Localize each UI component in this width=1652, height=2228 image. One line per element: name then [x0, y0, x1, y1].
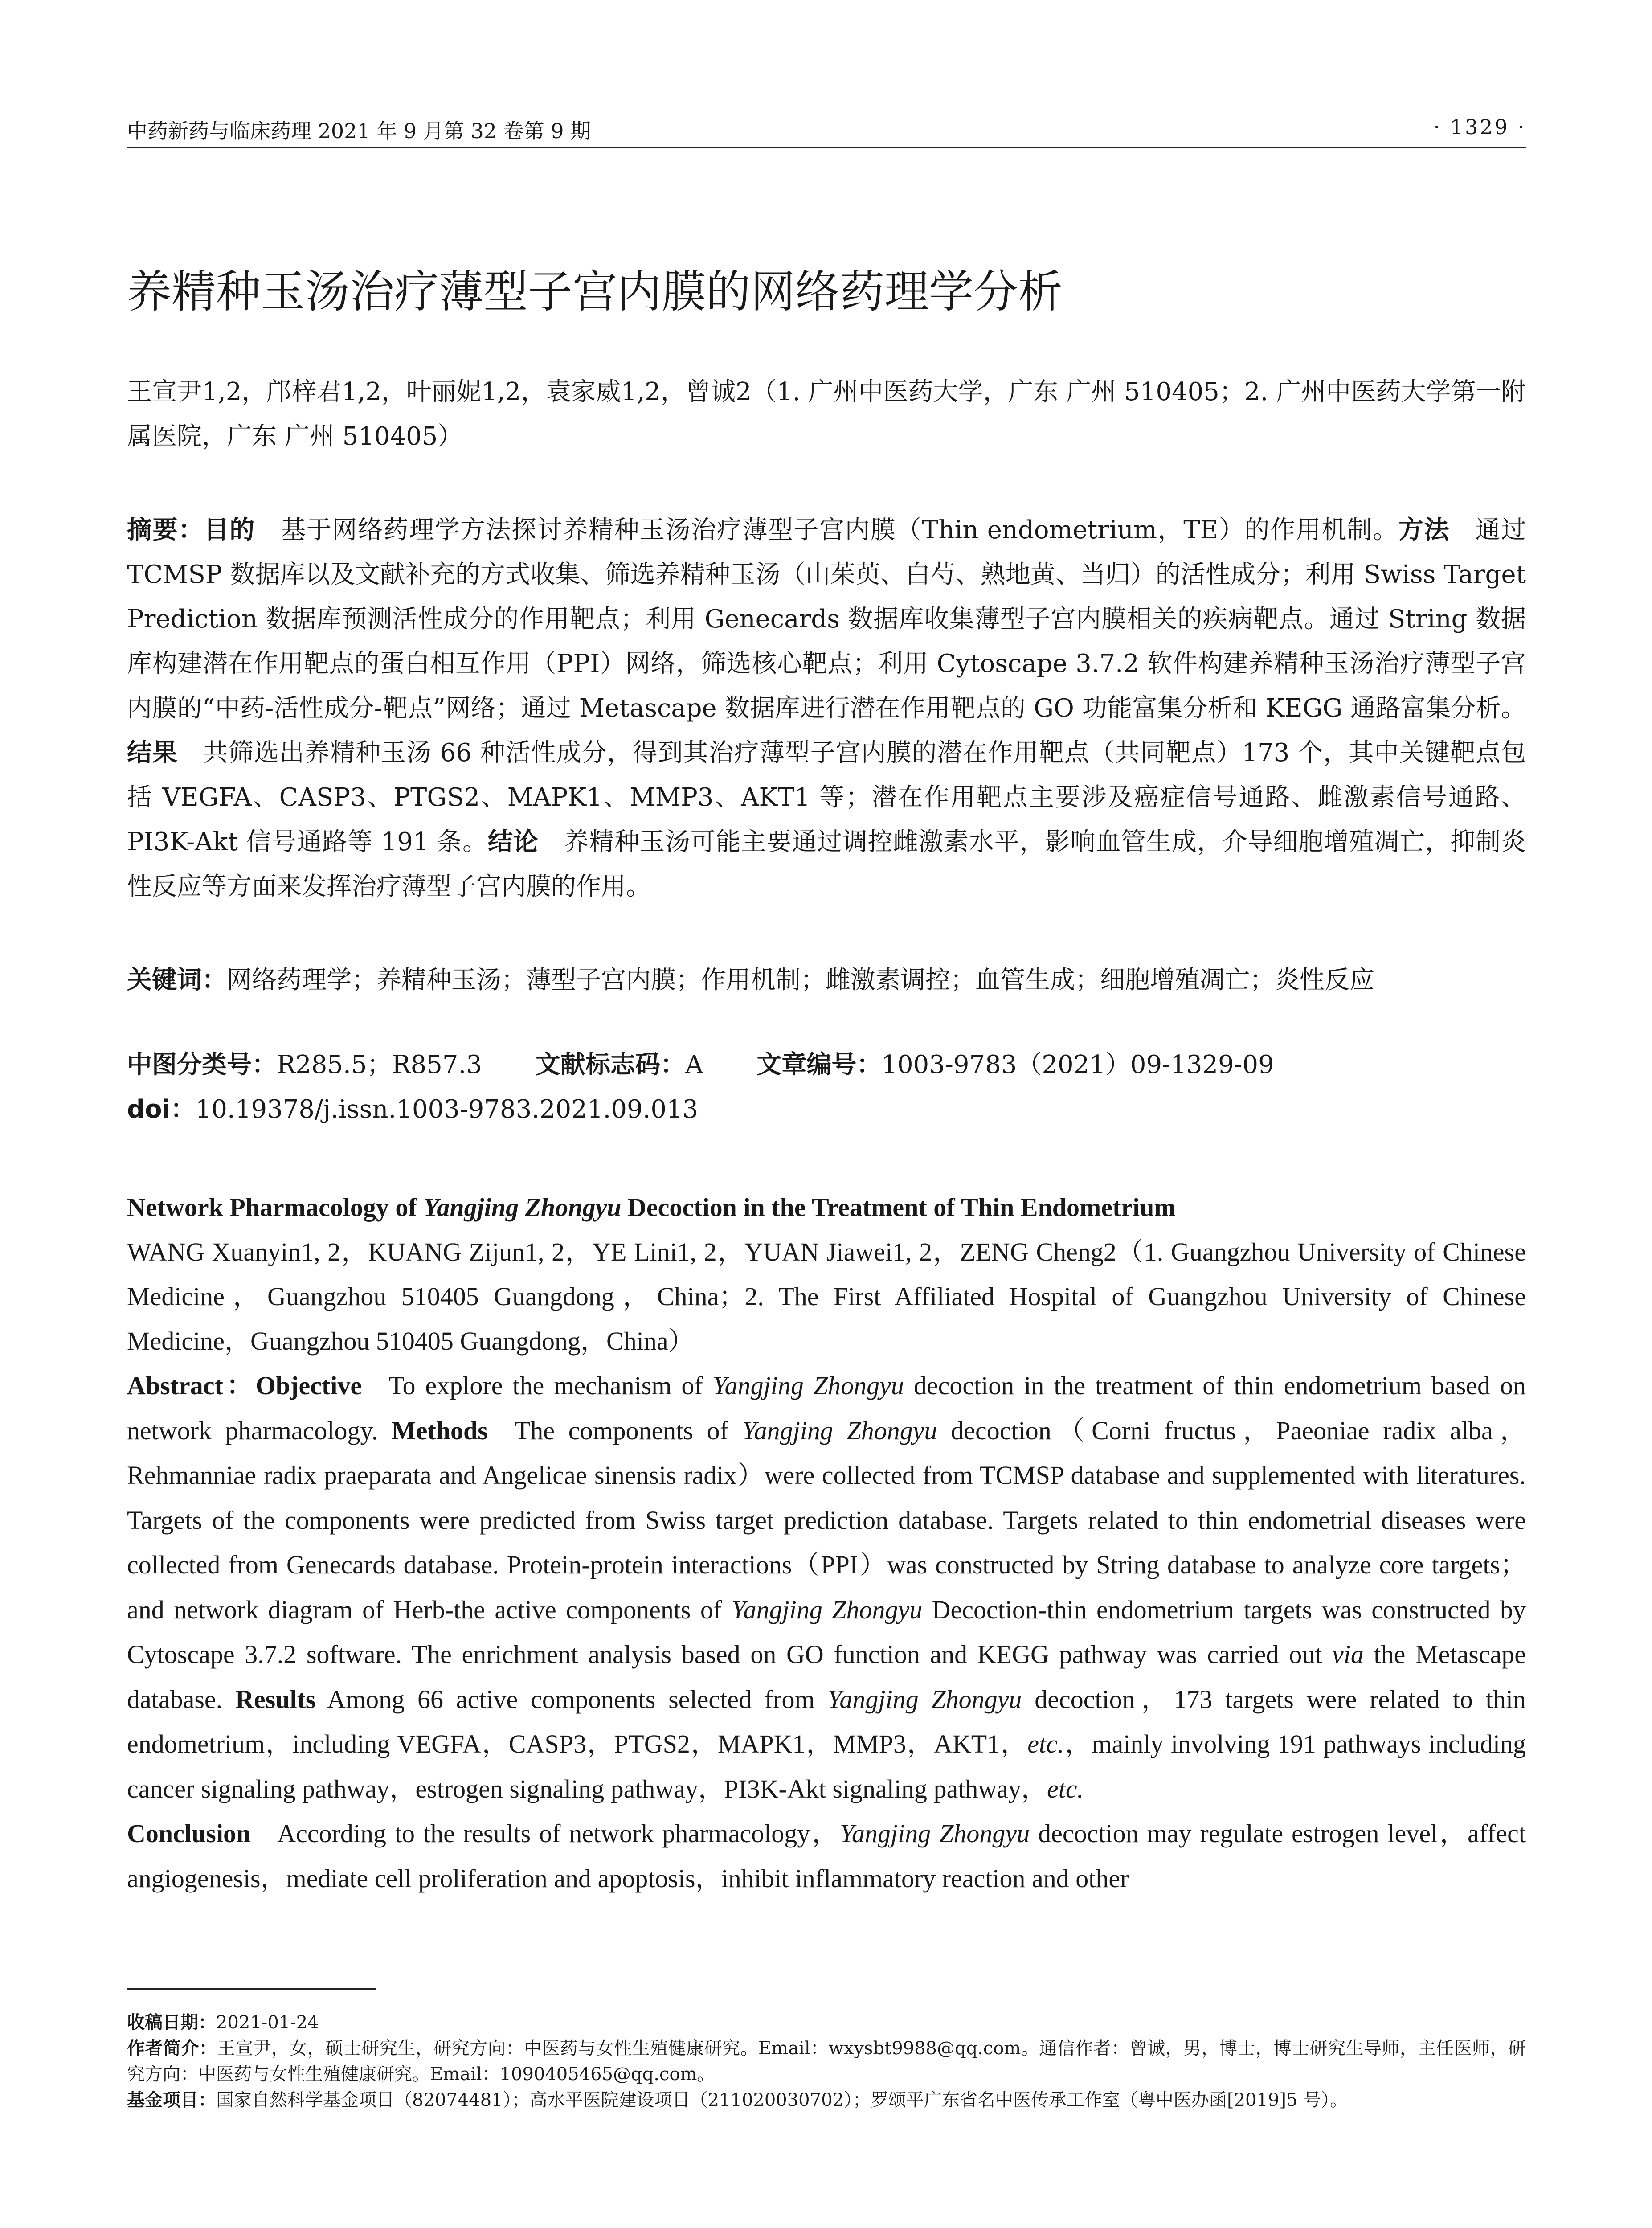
- received-label: 收稿日期：: [127, 2012, 216, 2033]
- authors-affiliations-cn: 王宣尹1,2，邝梓君1,2，叶丽妮1,2，袁家威1,2，曾诚2（1. 广州中医药大学，广东 广州 510405；2. 广州中医药大学第一附属医院，广东 广州 510405）: [127, 377, 1526, 451]
- author-bio-label: 作者简介：: [127, 2038, 217, 2059]
- objective-cn-label: 目的: [204, 516, 255, 545]
- doi-row: [127, 1087, 1526, 1132]
- clc-value: R285.5；R857.3: [277, 1050, 482, 1079]
- methods-en-c: Decoction-thin endometrium targets was constructed by Cytoscape 3.7.2 software. The enrichment analysis based on GO function and KEGG pathway was carried out: [127, 1595, 1526, 1669]
- article-title-cn: 养精种玉汤治疗薄型子宫内膜的网络药理学分析: [127, 266, 1063, 318]
- results-en-label: Results: [235, 1684, 316, 1714]
- conclusion-en-i: Yangjing Zhongyu: [840, 1819, 1030, 1848]
- methods-en-i3: via: [1332, 1640, 1364, 1669]
- title-en-part1: Network Pharmacology of: [127, 1193, 424, 1222]
- article-no-label: 文章编号：: [756, 1050, 882, 1079]
- conclusion-cn-label: 结论: [487, 827, 539, 856]
- objective-en-a: To explore the mechanism of: [388, 1371, 713, 1400]
- doi-value: 10.19378/j.issn.1003-9783.2021.09.013: [195, 1095, 699, 1124]
- results-en-c: ，mainly involving 191 pathways including cancer signaling pathway，estrogen signaling pathway，PI3K-Akt signaling pathway，: [127, 1729, 1526, 1803]
- methods-en-a: The components of: [514, 1416, 742, 1445]
- running-header: [127, 115, 1526, 151]
- results-en-i2: etc.: [1027, 1729, 1064, 1758]
- methods-en-label: Methods: [391, 1416, 488, 1445]
- keywords-cn-label: 关键词：: [127, 966, 227, 995]
- abstract-en: [127, 1364, 1526, 1943]
- results-en-i: Yangjing Zhongyu: [827, 1684, 1022, 1714]
- title-en-part2: Decoction in the Treatment of Thin Endometrium: [621, 1193, 1176, 1222]
- conclusion-en-b: decoction may regulate estrogen level，affect angiogenesis，mediate cell proliferation and apoptosis，inhibit inflammatory reaction and other: [127, 1819, 1526, 1893]
- results-cn-text: 共筛选出养精种玉汤 66 种活性成分，得到其治疗薄型子宫内膜的潜在作用靶点（共同靶点）173 个，其中关键靶点包括 VEGFA、CASP3、PTGS2、MAPK1、MMP3、AKT1 等；潜在作用靶点主要涉及癌症信号通路、雌激素信号通路、PI3K-Akt 信号通路等 191 条。: [127, 738, 1526, 856]
- footnote-rule: [127, 1988, 376, 1990]
- objective-cn-text: 基于网络药理学方法探讨养精种玉汤治疗薄型子宫内膜（Thin endometrium，TE）的作用机制。: [281, 516, 1398, 545]
- journal-name: 中药新药与临床药理 2021 年 9 月第 32 卷第 9 期: [127, 119, 591, 143]
- objective-en-i: Yangjing Zhongyu: [712, 1371, 904, 1400]
- methods-en-d: the Metascape database.: [127, 1640, 1526, 1714]
- methods-en-i2: Yangjing Zhongyu: [731, 1595, 923, 1624]
- classification-row: [127, 1043, 1526, 1087]
- authors-affiliations-en: WANG Xuanyin1, 2，KUANG Zijun1, 2，YE Lini1, 2，YUAN Jiawei1, 2，ZENG Cheng2（1. Guangzhou University of Chinese Medicine，Guangzhou 510405 Guangdong，China；2. The First Affiliated Hospital of Guangzhou University of Chinese Medicine，Guangzhou 510405 Guangdong，China）: [127, 1237, 1526, 1356]
- results-cn-label: 结果: [127, 738, 178, 767]
- conclusion-cn-text: 养精种玉汤可能主要通过调控雌激素水平，影响血管生成，介导细胞增殖凋亡，抑制炎性反应等方面来发挥治疗薄型子宫内膜的作用。: [127, 827, 1526, 901]
- results-en-b: decoction，173 targets were related to thin endometrium，including VEGFA，CASP3，PTGS2，MAPK1，MMP3，AKT1，: [127, 1684, 1526, 1758]
- doc-code-value: A: [685, 1050, 703, 1079]
- keywords-cn-text: 网络药理学；养精种玉汤；薄型子宫内膜；作用机制；雌激素调控；血管生成；细胞增殖凋亡；炎性反应: [227, 966, 1374, 995]
- page-number: · 1329 ·: [1433, 115, 1526, 139]
- article-title-en: [127, 1185, 1526, 1230]
- footnote-fund: [127, 2087, 1526, 2113]
- abstract-cn-label: 摘要：: [127, 516, 204, 545]
- author-bio-text: 王宣尹，女，硕士研究生，研究方向：中医药与女性生殖健康研究。Email：wxysbt9988@qq.com。通信作者：曾诚，男，博士，博士研究生导师，主任医师，研究方向：中医药与女性生殖健康研究。Email：1090405465@qq.com。: [127, 2038, 1526, 2085]
- results-en-i3: etc.: [1047, 1774, 1084, 1803]
- header-rule: [127, 147, 1526, 148]
- abstract-cn: [127, 508, 1526, 998]
- footnote-author: [127, 2036, 1526, 2087]
- conclusion-en-a: According to the results of network pharmacology，: [277, 1819, 840, 1848]
- fund-text: 国家自然科学基金项目（82074481）；高水平医院建设项目（211020030702）；罗颂平广东省名中医传承工作室（粤中医办函[2019]5 号）。: [216, 2090, 1348, 2110]
- objective-en-b: decoction in the treatment of thin endometrium based on network pharmacology.: [127, 1371, 1526, 1445]
- results-en-a: Among 66 active components selected from: [315, 1684, 828, 1714]
- journal-page: [127, 0, 1526, 2228]
- methods-cn-text: 通过 TCMSP 数据库以及文献补充的方式收集、筛选养精种玉汤（山茱萸、白芍、熟地黄、当归）的活性成分；利用 Swiss Target Prediction 数据库预测活性成分的作用靶点；利用 Genecards 数据库收集薄型子宫内膜相关的疾病靶点。通过 String 数据库构建潜在作用靶点的蛋白相互作用（PPI）网络，筛选核心靶点；利用 Cytoscape 3.7.2 软件构建养精种玉汤治疗薄型子宫内膜的“中药-活性成分-靶点”网络；通过 Metascape 数据库进行潜在作用靶点的 GO 功能富集分析和 KEGG 通路富集分析。: [127, 516, 1526, 723]
- footnotes: [127, 2010, 1526, 2113]
- methods-en-i: Yangjing Zhongyu: [742, 1416, 937, 1445]
- methods-cn-label: 方法: [1398, 516, 1450, 545]
- methods-en-b: decoction（Corni fructus，Paeoniae radix alba，Rehmanniae radix praeparata and Angelicae sinensis radix）were collected from TCMSP database and supplemented with literatures. Targets of the components were predicted from Swiss target prediction database. Targets related to thin endometrial diseases were collected from Genecards database. Protein-protein interactions（PPI）was constructed by String database to analyze core targets；and network diagram of Herb-the active components of: [127, 1416, 1526, 1624]
- title-en-italic: Yangjing Zhongyu: [423, 1193, 622, 1222]
- article-no-value: 1003-9783（2021）09-1329-09: [881, 1050, 1274, 1079]
- doi-label: doi：: [127, 1095, 196, 1124]
- conclusion-en-label: Conclusion: [127, 1819, 251, 1848]
- received-date: 2021-01-24: [216, 2012, 319, 2033]
- abstract-en-label: Abstract：: [127, 1371, 256, 1400]
- doc-code-label: 文献标志码：: [535, 1050, 685, 1079]
- fund-label: 基金项目：: [127, 2090, 216, 2110]
- objective-en-label: Objective: [255, 1371, 362, 1400]
- clc-label: 中图分类号：: [127, 1050, 277, 1079]
- footnote-received: [127, 2010, 1526, 2036]
- keywords-cn: [127, 958, 1526, 1047]
